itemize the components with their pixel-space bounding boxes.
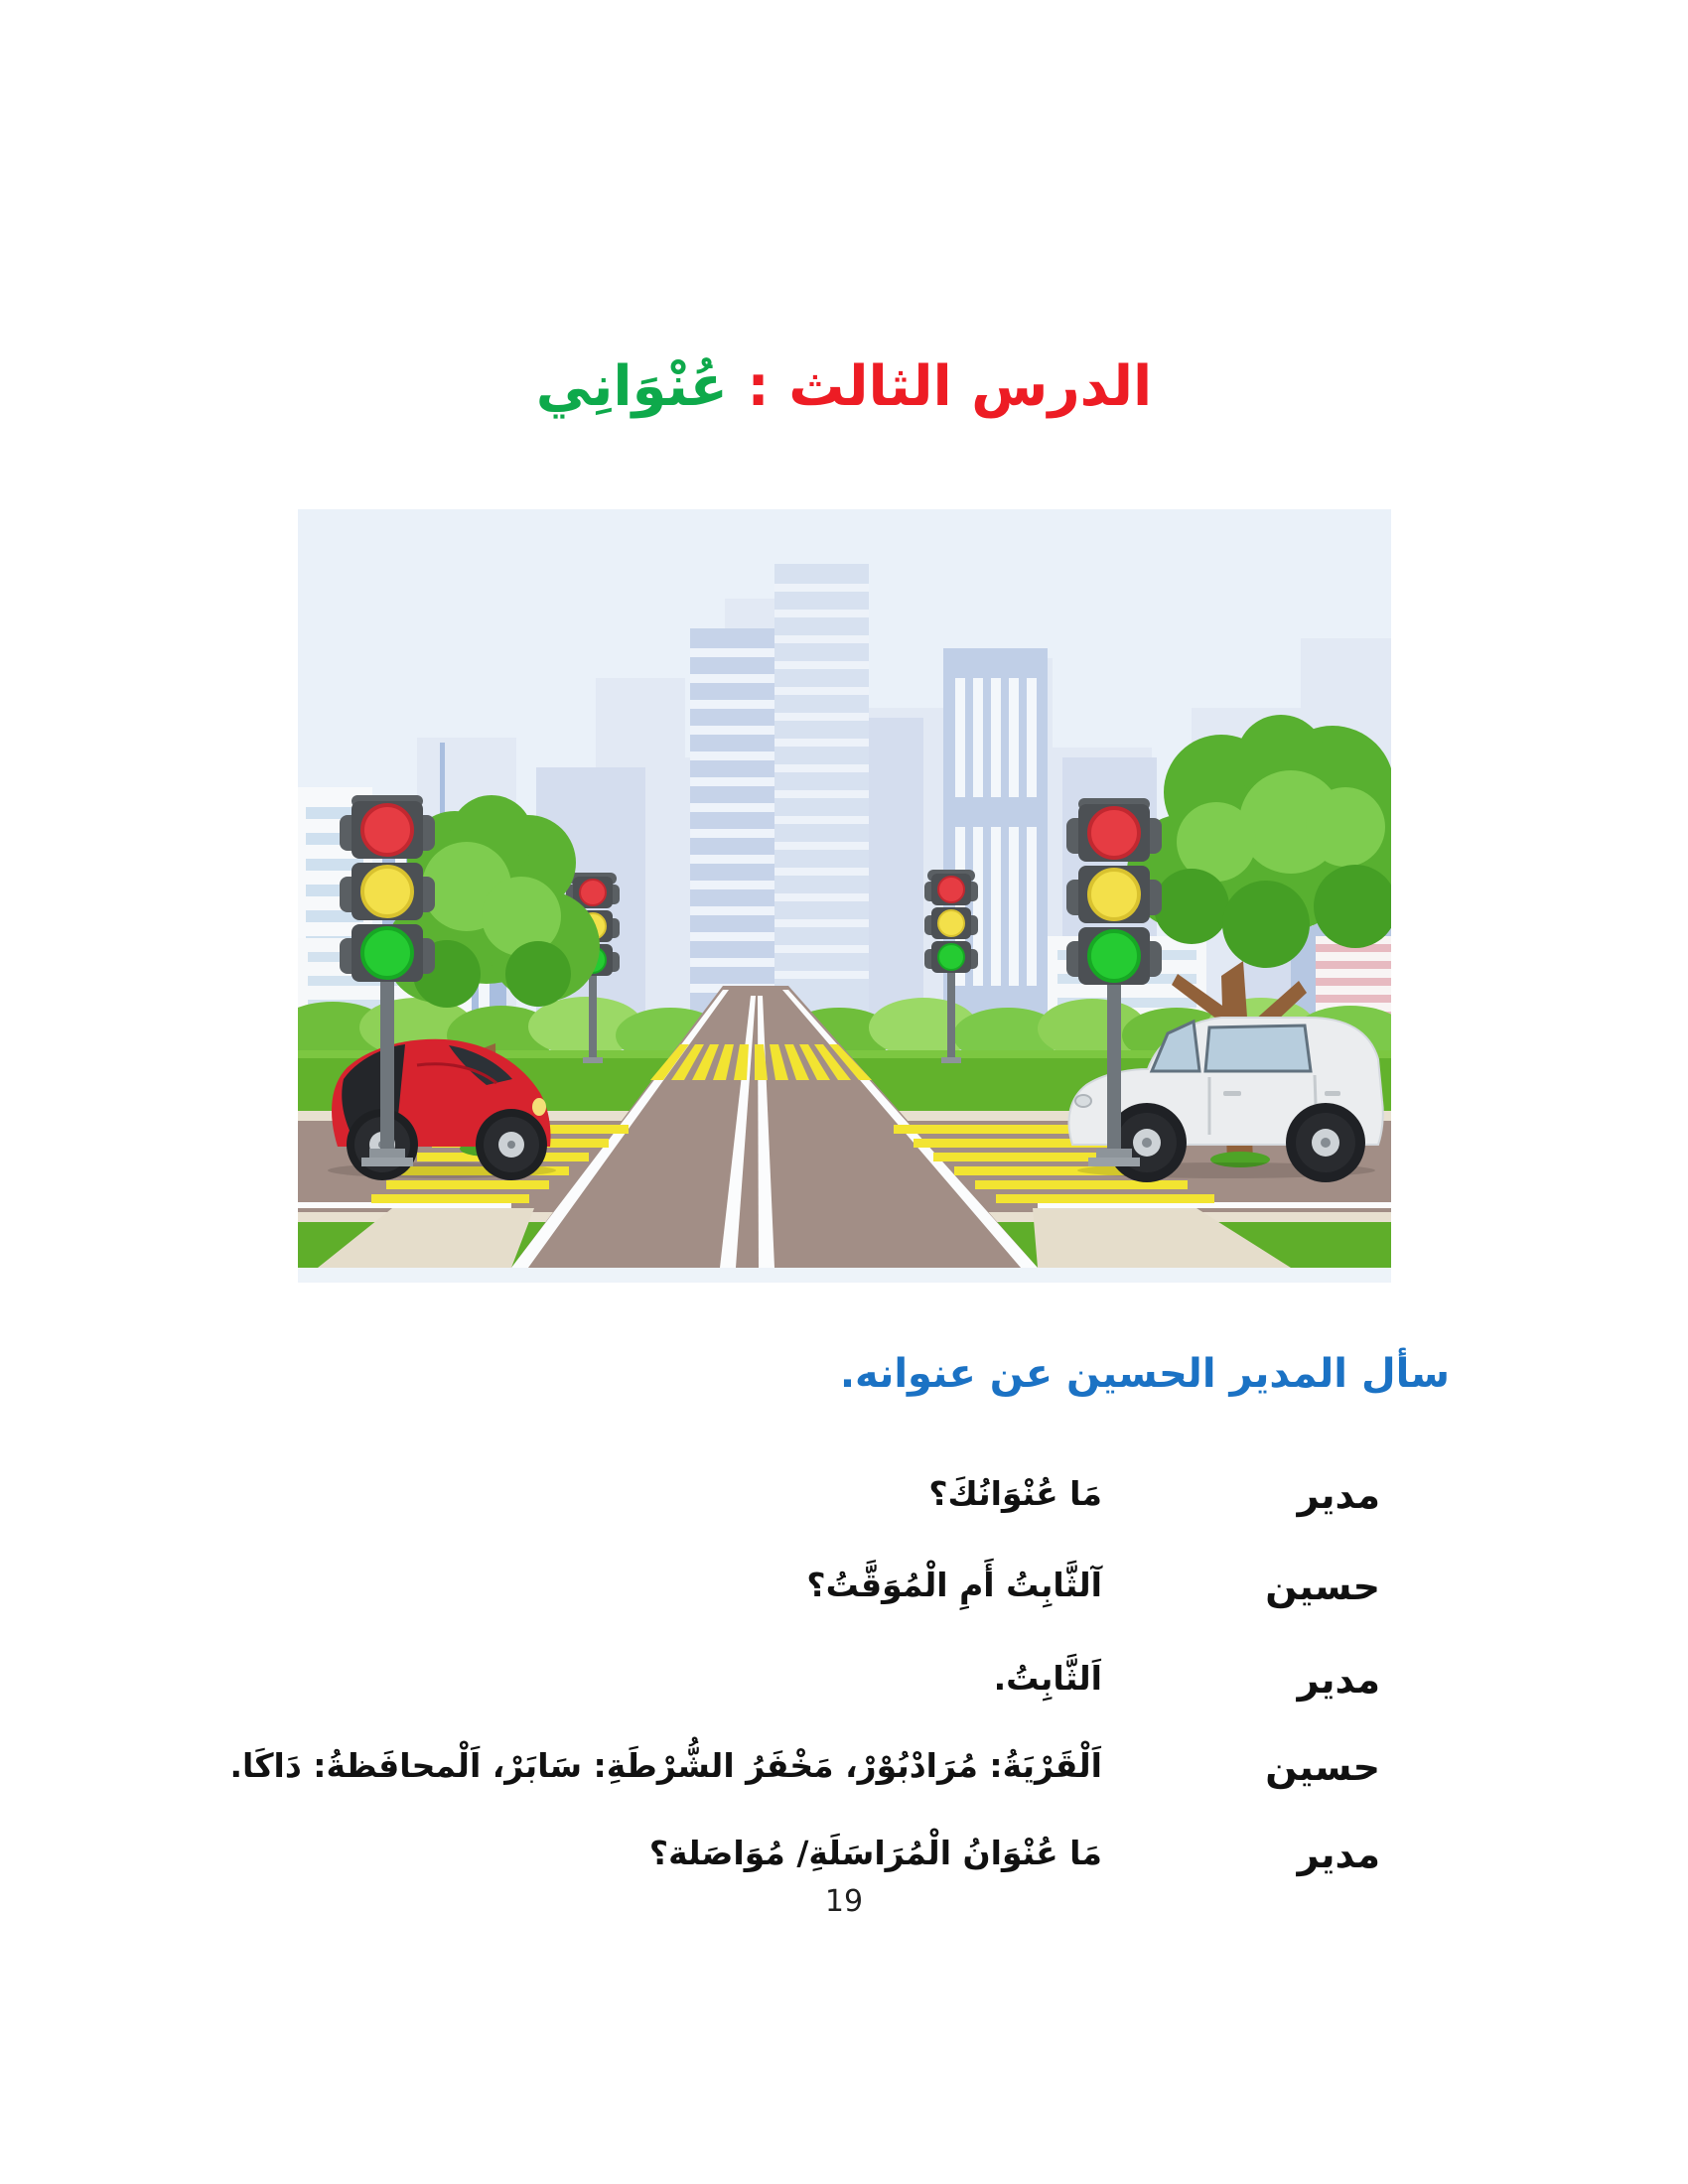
speaker-label: حسين <box>1265 1565 1380 1608</box>
yellow-lamp <box>1089 870 1139 919</box>
speaker-label: مدير <box>1297 1473 1380 1517</box>
dialogue-text: اَلْقَرْيَةُ: مُرَادْبُوْرْ، مَخْفَرُ الشُّرْطَةِ: سَابَرْ، اَلْمحافَظةُ: دَاكَا. <box>229 1746 1102 1785</box>
lesson-title-topic: عُنْوَانِي <box>535 354 728 419</box>
dialogue-text: مَا عُنْوَانُ الْمُرَاسَلَةِ/ مُوَاصَلة؟ <box>648 1834 1102 1872</box>
green-lamp <box>938 944 964 970</box>
green-lamp <box>362 928 412 978</box>
red-lamp <box>1089 808 1139 858</box>
intro-sentence: سأل المدير الحسين عن عنوانه. <box>839 1351 1450 1397</box>
page-number: 19 <box>824 1884 864 1919</box>
speaker-label: مدير <box>1297 1833 1380 1876</box>
dialogue-row-3 <box>149 1648 1380 1727</box>
dialogue-row-2 <box>149 1555 1380 1634</box>
lesson-title-lesson: الدرس الثالث : <box>747 354 1153 419</box>
speaker-label: مدير <box>1297 1658 1380 1702</box>
dialogue-row-4 <box>149 1735 1380 1815</box>
yellow-lamp <box>362 867 412 916</box>
red-lamp <box>362 805 412 855</box>
green-lamp <box>1089 931 1139 981</box>
red-lamp <box>580 880 606 905</box>
dialogue-text: اَلثَّابِتُ. <box>993 1659 1102 1698</box>
speaker-label: حسين <box>1265 1745 1380 1789</box>
dialogue-text: آلثَّابِتُ أَمِ الْمُوَقَّتُ؟ <box>806 1566 1102 1604</box>
lesson-title <box>0 345 1688 429</box>
yellow-lamp <box>938 910 964 936</box>
dialogue-row-1 <box>149 1463 1380 1543</box>
street-scene-svg <box>298 509 1391 1283</box>
red-lamp <box>938 877 964 902</box>
dialogue-text: مَا عُنْوَانُكَ؟ <box>928 1474 1102 1513</box>
street-scene-illustration <box>298 509 1391 1283</box>
bottom-walkway <box>298 1268 1391 1283</box>
